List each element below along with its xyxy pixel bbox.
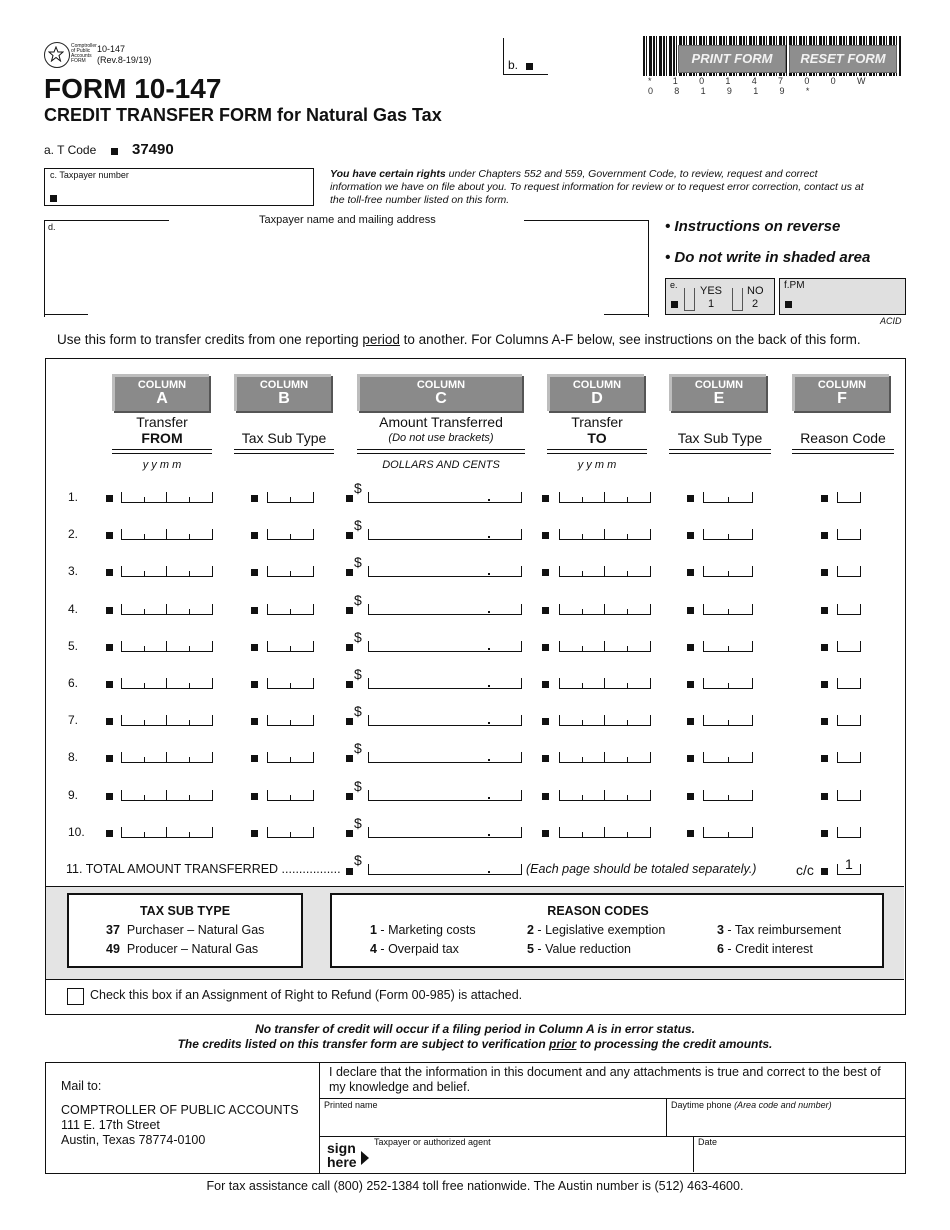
code: 37 bbox=[106, 923, 120, 937]
column-letter: C bbox=[435, 390, 447, 407]
column-word: COLUMN bbox=[137, 379, 187, 391]
taxpayer-number-label: c. Taxpayer number bbox=[50, 170, 129, 180]
mail-line: 111 E. 17th Street bbox=[61, 1118, 160, 1132]
assignment-label: Check this box if an Assignment of Right to Refund (Form 00-985) is attached. bbox=[90, 988, 523, 1002]
column-c-title-line2: (Do not use brackets) bbox=[388, 432, 494, 444]
yes-box[interactable] bbox=[684, 288, 695, 311]
intro-post: to another. For Columns A-F below, see instructions on the back of this form. bbox=[399, 332, 861, 347]
tax-sub-type-from-field[interactable] bbox=[267, 529, 314, 540]
transfer-from-field[interactable] bbox=[121, 529, 213, 540]
reset-form-button[interactable]: RESET FORM bbox=[789, 45, 897, 73]
tax-sub-type-item bbox=[106, 942, 258, 956]
scan-mark bbox=[542, 644, 549, 651]
scan-mark bbox=[106, 755, 113, 762]
row-number: 7. bbox=[68, 713, 79, 728]
declaration: I declare that the information in this document and any attachments is true and correct to the best of my knowledge and belief. bbox=[329, 1065, 881, 1094]
code: 1 bbox=[370, 923, 377, 937]
column-a-title bbox=[112, 414, 212, 446]
column-b-header bbox=[234, 374, 331, 411]
amount-field[interactable] bbox=[368, 678, 522, 689]
transfer-to-field[interactable] bbox=[559, 566, 651, 577]
rights-notice bbox=[330, 168, 865, 207]
column-word: COLUMN bbox=[694, 379, 744, 391]
cc-label: c/c bbox=[796, 862, 814, 878]
scan-mark bbox=[542, 755, 549, 762]
d-label: d. bbox=[48, 222, 56, 232]
row-number: 9. bbox=[68, 787, 79, 802]
form-subtitle: CREDIT TRANSFER FORM for Natural Gas Tax bbox=[44, 105, 442, 125]
column-a-sub: y y m m bbox=[142, 459, 182, 471]
text: Purchaser – Natural Gas bbox=[126, 923, 265, 937]
scan-mark bbox=[821, 495, 828, 502]
column-e-title: Tax Sub Type bbox=[677, 430, 763, 446]
scan-mark bbox=[526, 63, 533, 70]
scan-mark bbox=[542, 681, 549, 688]
scan-mark bbox=[106, 532, 113, 539]
transfer-from-field[interactable] bbox=[121, 566, 213, 577]
mail-line: COMPTROLLER OF PUBLIC ACCOUNTS bbox=[61, 1103, 299, 1117]
column-word: COLUMN bbox=[817, 379, 867, 391]
scan-mark bbox=[251, 532, 258, 539]
reason-item: 2 - Legislative exemption bbox=[527, 923, 666, 937]
code: 2 bbox=[527, 923, 534, 937]
scan-mark bbox=[346, 532, 353, 539]
divider bbox=[112, 449, 212, 454]
reason-item: 5 - Value reduction bbox=[527, 942, 631, 956]
rights-bold: You have certain rights bbox=[330, 168, 446, 180]
divider bbox=[669, 449, 771, 454]
scan-mark bbox=[251, 607, 258, 614]
row-number: 6. bbox=[68, 676, 79, 690]
scan-mark bbox=[106, 607, 113, 614]
tax-sub-type-legend bbox=[67, 893, 303, 968]
scan-mark bbox=[821, 644, 828, 651]
reason-code-field[interactable] bbox=[837, 604, 861, 615]
dollar-sign: $ bbox=[354, 703, 362, 720]
code: 6 bbox=[717, 942, 724, 956]
scan-mark bbox=[346, 644, 353, 651]
amount-field[interactable] bbox=[368, 641, 522, 652]
row-number: 1. bbox=[68, 490, 79, 504]
no-number: 2 bbox=[752, 298, 759, 310]
column-word: COLUMN bbox=[259, 379, 309, 391]
scan-mark bbox=[687, 718, 694, 725]
e-field bbox=[665, 278, 775, 315]
column-c-title-line1: Amount Transferred bbox=[379, 414, 503, 430]
column-letter: F bbox=[837, 390, 847, 407]
fpm-field bbox=[779, 278, 906, 315]
tax-sub-type-to-field[interactable] bbox=[703, 752, 753, 763]
no-box[interactable] bbox=[732, 288, 743, 311]
amount-field[interactable] bbox=[368, 492, 522, 503]
column-letter: E bbox=[713, 390, 725, 407]
column-word: COLUMN bbox=[416, 379, 466, 391]
column-letter: D bbox=[591, 390, 603, 407]
dollar-sign: $ bbox=[354, 852, 362, 868]
scan-mark bbox=[346, 607, 353, 614]
column-d-sub: y y m m bbox=[577, 459, 617, 471]
printed-name-field[interactable] bbox=[320, 1098, 666, 1136]
agent-label: Taxpayer or authorized agent bbox=[374, 1137, 491, 1147]
column-c-header bbox=[357, 374, 522, 411]
dollar-sign: $ bbox=[354, 777, 362, 794]
tax-sub-type-to-field[interactable] bbox=[703, 604, 753, 615]
scan-mark bbox=[106, 681, 113, 688]
intro-text bbox=[57, 332, 861, 347]
reason-code-field[interactable] bbox=[837, 566, 861, 577]
code: 4 bbox=[370, 942, 377, 956]
fpm-label: f.PM bbox=[784, 280, 805, 291]
sign-here bbox=[327, 1141, 357, 1169]
amount-field[interactable] bbox=[368, 604, 522, 615]
barcode-digits: * 1 0 1 4 7 0 0 W 0 8 1 9 1 9 * bbox=[648, 76, 875, 96]
revision: (Rev.8-19/19) bbox=[97, 55, 152, 65]
transfer-to-field[interactable] bbox=[559, 827, 651, 838]
column-c-title bbox=[357, 414, 525, 446]
scan-mark bbox=[542, 607, 549, 614]
scan-mark bbox=[687, 644, 694, 651]
column-letter: B bbox=[278, 390, 290, 407]
column-f-title: Reason Code bbox=[800, 430, 886, 446]
scan-mark bbox=[687, 793, 694, 800]
scan-mark bbox=[542, 718, 549, 725]
transfer-to-field[interactable] bbox=[559, 492, 651, 503]
warning-link: prior bbox=[549, 1037, 577, 1051]
reason-code-field[interactable] bbox=[837, 752, 861, 763]
transfer-from-field[interactable] bbox=[121, 827, 213, 838]
scan-mark bbox=[542, 532, 549, 539]
tax-sub-type-from-field[interactable] bbox=[267, 492, 314, 503]
transfer-from-field[interactable] bbox=[121, 678, 213, 689]
transfer-from-field[interactable] bbox=[121, 492, 213, 503]
assignment-checkbox[interactable] bbox=[67, 988, 84, 1005]
reason-code-field[interactable] bbox=[837, 827, 861, 838]
column-e-header bbox=[669, 374, 766, 411]
tax-sub-type-from-field[interactable] bbox=[267, 827, 314, 838]
sign-word: sign bbox=[327, 1140, 356, 1156]
instructions-note: • Instructions on reverse bbox=[665, 218, 841, 235]
dollar-sign: $ bbox=[354, 591, 362, 608]
tax-sub-type-from-field[interactable] bbox=[267, 715, 314, 726]
here-word: here bbox=[327, 1154, 357, 1170]
tax-sub-type-item bbox=[106, 923, 264, 937]
transfer-from-field[interactable] bbox=[121, 752, 213, 763]
tax-sub-type-from-field[interactable] bbox=[267, 678, 314, 689]
scan-mark bbox=[687, 495, 694, 502]
scan-mark bbox=[106, 644, 113, 651]
tax-sub-type-to-field[interactable] bbox=[703, 678, 753, 689]
scan-mark bbox=[821, 607, 828, 614]
transfer-to-field[interactable] bbox=[559, 678, 651, 689]
tax-sub-type-from-field[interactable] bbox=[267, 790, 314, 801]
warning-line-1: No transfer of credit will occur if a filing period in Column A is in error status. bbox=[255, 1022, 695, 1036]
cc-value: 1 bbox=[845, 856, 853, 872]
row-number: 3. bbox=[68, 564, 79, 579]
mail-label: Mail to: bbox=[61, 1079, 102, 1093]
mail-address bbox=[61, 1103, 299, 1148]
reason-code-field[interactable] bbox=[837, 529, 861, 540]
row-number: 5. bbox=[68, 638, 79, 653]
text: Tax reimbursement bbox=[734, 923, 842, 937]
row-number: 2. bbox=[68, 527, 79, 542]
scan-mark bbox=[251, 755, 258, 762]
amount-field[interactable] bbox=[368, 827, 522, 838]
code: 5 bbox=[527, 942, 534, 956]
scan-mark bbox=[542, 830, 549, 837]
warning-pre: The credits listed on this transfer form are subject to verification bbox=[177, 1037, 550, 1051]
b-label: b. bbox=[508, 58, 519, 72]
scan-mark bbox=[251, 830, 258, 837]
scan-mark bbox=[106, 495, 113, 502]
row-number: 8. bbox=[68, 750, 79, 765]
text: Legislative exemption bbox=[545, 923, 666, 937]
scan-mark bbox=[111, 148, 118, 155]
signature-field[interactable] bbox=[320, 1137, 693, 1172]
row-number: 4. bbox=[68, 601, 79, 616]
row-number: 10. bbox=[68, 824, 85, 839]
reason-code-field[interactable] bbox=[837, 641, 861, 652]
transfer-to-field[interactable] bbox=[559, 641, 651, 652]
column-d-title-line1: Transfer bbox=[571, 414, 623, 430]
yes-label: YES bbox=[700, 285, 723, 297]
amount-field[interactable] bbox=[368, 715, 522, 726]
transfer-from-field[interactable] bbox=[121, 715, 213, 726]
transfer-from-field[interactable] bbox=[121, 790, 213, 801]
column-d-title bbox=[547, 414, 647, 446]
seal-text: Comptroller of Public Accounts FORM bbox=[71, 43, 97, 64]
footer-assistance: For tax assistance call (800) 252-1384 toll free nationwide. The Austin number is (512) 463-4600. bbox=[206, 1179, 744, 1193]
tax-sub-type-title: TAX SUB TYPE bbox=[139, 904, 231, 918]
reason-item: 1 - Marketing costs bbox=[370, 923, 476, 937]
tax-sub-type-from-field[interactable] bbox=[267, 604, 314, 615]
transfer-from-field[interactable] bbox=[121, 604, 213, 615]
b-field[interactable] bbox=[503, 38, 548, 75]
scan-mark bbox=[106, 569, 113, 576]
scan-mark bbox=[251, 495, 258, 502]
form-title: FORM 10-147 bbox=[44, 73, 222, 104]
warning-line-2 bbox=[0, 1037, 950, 1051]
e-label: e. bbox=[670, 280, 678, 290]
scan-mark bbox=[687, 681, 694, 688]
daytime-phone-note: (Area code and number) bbox=[734, 1100, 832, 1110]
code: 3 bbox=[717, 923, 724, 937]
scan-mark bbox=[785, 301, 792, 308]
scan-mark bbox=[106, 793, 113, 800]
column-a-title-line2: FROM bbox=[141, 430, 183, 446]
intro-pre: Use this form to transfer credits from one reporting bbox=[57, 332, 363, 347]
comptroller-seal bbox=[44, 42, 70, 68]
reason-item: 4 - Overpaid tax bbox=[370, 942, 459, 956]
text: Credit interest bbox=[735, 942, 813, 956]
reason-item: 6 - Credit interest bbox=[717, 942, 813, 956]
scan-mark bbox=[821, 868, 828, 875]
column-a-title-line1: Transfer bbox=[136, 414, 188, 430]
scan-mark bbox=[821, 793, 828, 800]
divider bbox=[357, 449, 525, 454]
text: Marketing costs bbox=[388, 923, 476, 937]
tax-sub-type-to-field[interactable] bbox=[703, 566, 753, 577]
scan-mark bbox=[821, 532, 828, 539]
scan-mark bbox=[821, 830, 828, 837]
divider bbox=[792, 449, 894, 454]
transfer-to-field[interactable] bbox=[559, 604, 651, 615]
column-letter: A bbox=[156, 390, 168, 407]
text: Value reduction bbox=[545, 942, 631, 956]
scan-mark bbox=[821, 755, 828, 762]
dollar-sign: $ bbox=[354, 628, 362, 645]
transfer-to-field[interactable] bbox=[559, 715, 651, 726]
tcode-value: 37490 bbox=[132, 141, 174, 158]
transfer-to-field[interactable] bbox=[559, 790, 651, 801]
reason-code-field[interactable] bbox=[837, 492, 861, 503]
form-code-small: 10-147 bbox=[97, 44, 126, 54]
scan-mark bbox=[821, 718, 828, 725]
scan-mark bbox=[346, 868, 353, 875]
taxpayer-number-field[interactable] bbox=[44, 168, 314, 206]
tcode-label: a. T Code bbox=[44, 143, 97, 157]
pointer-arrow-icon bbox=[361, 1151, 369, 1165]
scan-mark bbox=[106, 830, 113, 837]
date-field[interactable] bbox=[694, 1137, 904, 1172]
no-label: NO bbox=[747, 285, 764, 297]
reason-codes-legend bbox=[330, 893, 884, 968]
dollar-sign: $ bbox=[354, 554, 362, 571]
scan-mark bbox=[542, 495, 549, 502]
scan-mark bbox=[106, 718, 113, 725]
transfer-from-field[interactable] bbox=[121, 641, 213, 652]
scan-mark bbox=[687, 755, 694, 762]
total-amount-field[interactable] bbox=[368, 864, 522, 875]
tax-sub-type-to-field[interactable] bbox=[703, 790, 753, 801]
tax-sub-type-to-field[interactable] bbox=[703, 827, 753, 838]
scan-mark bbox=[671, 301, 678, 308]
yes-number: 1 bbox=[708, 298, 715, 310]
dollar-sign: $ bbox=[354, 517, 362, 534]
shaded-area-note: • Do not write in shaded area bbox=[665, 249, 871, 266]
text: Overpaid tax bbox=[388, 942, 459, 956]
reason-code-field[interactable] bbox=[837, 715, 861, 726]
code: 49 bbox=[106, 942, 120, 956]
column-word: COLUMN bbox=[572, 379, 622, 391]
dollar-sign: $ bbox=[354, 814, 362, 831]
scan-mark bbox=[542, 793, 549, 800]
scan-mark bbox=[687, 569, 694, 576]
scan-mark bbox=[687, 830, 694, 837]
scan-mark bbox=[346, 793, 353, 800]
scan-mark bbox=[251, 793, 258, 800]
tax-sub-type-to-field[interactable] bbox=[703, 529, 753, 540]
scan-mark bbox=[821, 569, 828, 576]
intro-link: period bbox=[362, 332, 400, 347]
scan-mark bbox=[687, 532, 694, 539]
tax-sub-type-from-field[interactable] bbox=[267, 641, 314, 652]
scan-mark bbox=[346, 830, 353, 837]
warning-post: to processing the credit amounts. bbox=[576, 1037, 773, 1051]
mail-line: Austin, Texas 78774-0100 bbox=[61, 1133, 206, 1147]
dollar-sign: $ bbox=[354, 480, 362, 496]
scan-mark bbox=[50, 195, 57, 202]
amount-field[interactable] bbox=[368, 752, 522, 763]
amount-field[interactable] bbox=[368, 566, 522, 577]
total-note: (Each page should be totaled separately.) bbox=[526, 862, 757, 876]
acid-label: ACID bbox=[880, 316, 902, 326]
cc-field[interactable] bbox=[837, 856, 861, 875]
print-form-button[interactable]: PRINT FORM bbox=[678, 45, 786, 73]
scan-mark bbox=[346, 495, 353, 502]
divider bbox=[547, 449, 647, 454]
column-d-header bbox=[547, 374, 644, 411]
amount-field[interactable] bbox=[368, 529, 522, 540]
column-a-header bbox=[112, 374, 209, 411]
reason-code-field[interactable] bbox=[837, 790, 861, 801]
amount-field[interactable] bbox=[368, 790, 522, 801]
daytime-phone-text: Daytime phone bbox=[671, 1100, 732, 1110]
tax-sub-type-from-field[interactable] bbox=[267, 752, 314, 763]
reason-item: 3 - Tax reimbursement bbox=[717, 923, 842, 937]
tax-sub-type-to-field[interactable] bbox=[703, 715, 753, 726]
tax-sub-type-to-field[interactable] bbox=[703, 641, 753, 652]
divider bbox=[234, 449, 334, 454]
scan-mark bbox=[346, 718, 353, 725]
scan-mark bbox=[346, 755, 353, 762]
total-label: 11. TOTAL AMOUNT TRANSFERRED ................. bbox=[66, 862, 341, 876]
transfer-to-field[interactable] bbox=[559, 752, 651, 763]
address-field[interactable] bbox=[44, 220, 648, 316]
scan-mark bbox=[346, 681, 353, 688]
address-label: Taxpayer name and mailing address bbox=[259, 214, 436, 226]
scan-mark bbox=[687, 607, 694, 614]
star-icon bbox=[48, 46, 64, 62]
date-label: Date bbox=[698, 1137, 718, 1147]
rights-text: under Chapters 552 and 559, Government Code, to review, request and correct information we have on file about you. To request information for review or to request error correction, contact us at the toll-free number listed on this form. bbox=[330, 168, 864, 206]
transfer-to-field[interactable] bbox=[559, 529, 651, 540]
tax-sub-type-from-field[interactable] bbox=[267, 566, 314, 577]
column-d-title-line2: TO bbox=[587, 430, 607, 446]
scan-mark bbox=[821, 681, 828, 688]
column-f-header bbox=[792, 374, 889, 411]
scan-mark bbox=[542, 569, 549, 576]
daytime-phone-label bbox=[671, 1100, 832, 1110]
printed-name-label: Printed name bbox=[324, 1100, 378, 1110]
scan-mark bbox=[346, 569, 353, 576]
reason-code-field[interactable] bbox=[837, 678, 861, 689]
daytime-phone-field[interactable] bbox=[667, 1098, 904, 1136]
column-c-sub: DOLLARS AND CENTS bbox=[382, 459, 500, 471]
scan-mark bbox=[251, 681, 258, 688]
dollar-sign: $ bbox=[354, 666, 362, 682]
scan-mark bbox=[251, 644, 258, 651]
scan-mark bbox=[251, 718, 258, 725]
text: Producer – Natural Gas bbox=[126, 942, 259, 956]
reason-codes-title: REASON CODES bbox=[547, 904, 649, 918]
tax-sub-type-to-field[interactable] bbox=[703, 492, 753, 503]
scan-mark bbox=[251, 569, 258, 576]
dollar-sign: $ bbox=[354, 740, 362, 757]
column-b-title: Tax Sub Type bbox=[241, 430, 327, 446]
